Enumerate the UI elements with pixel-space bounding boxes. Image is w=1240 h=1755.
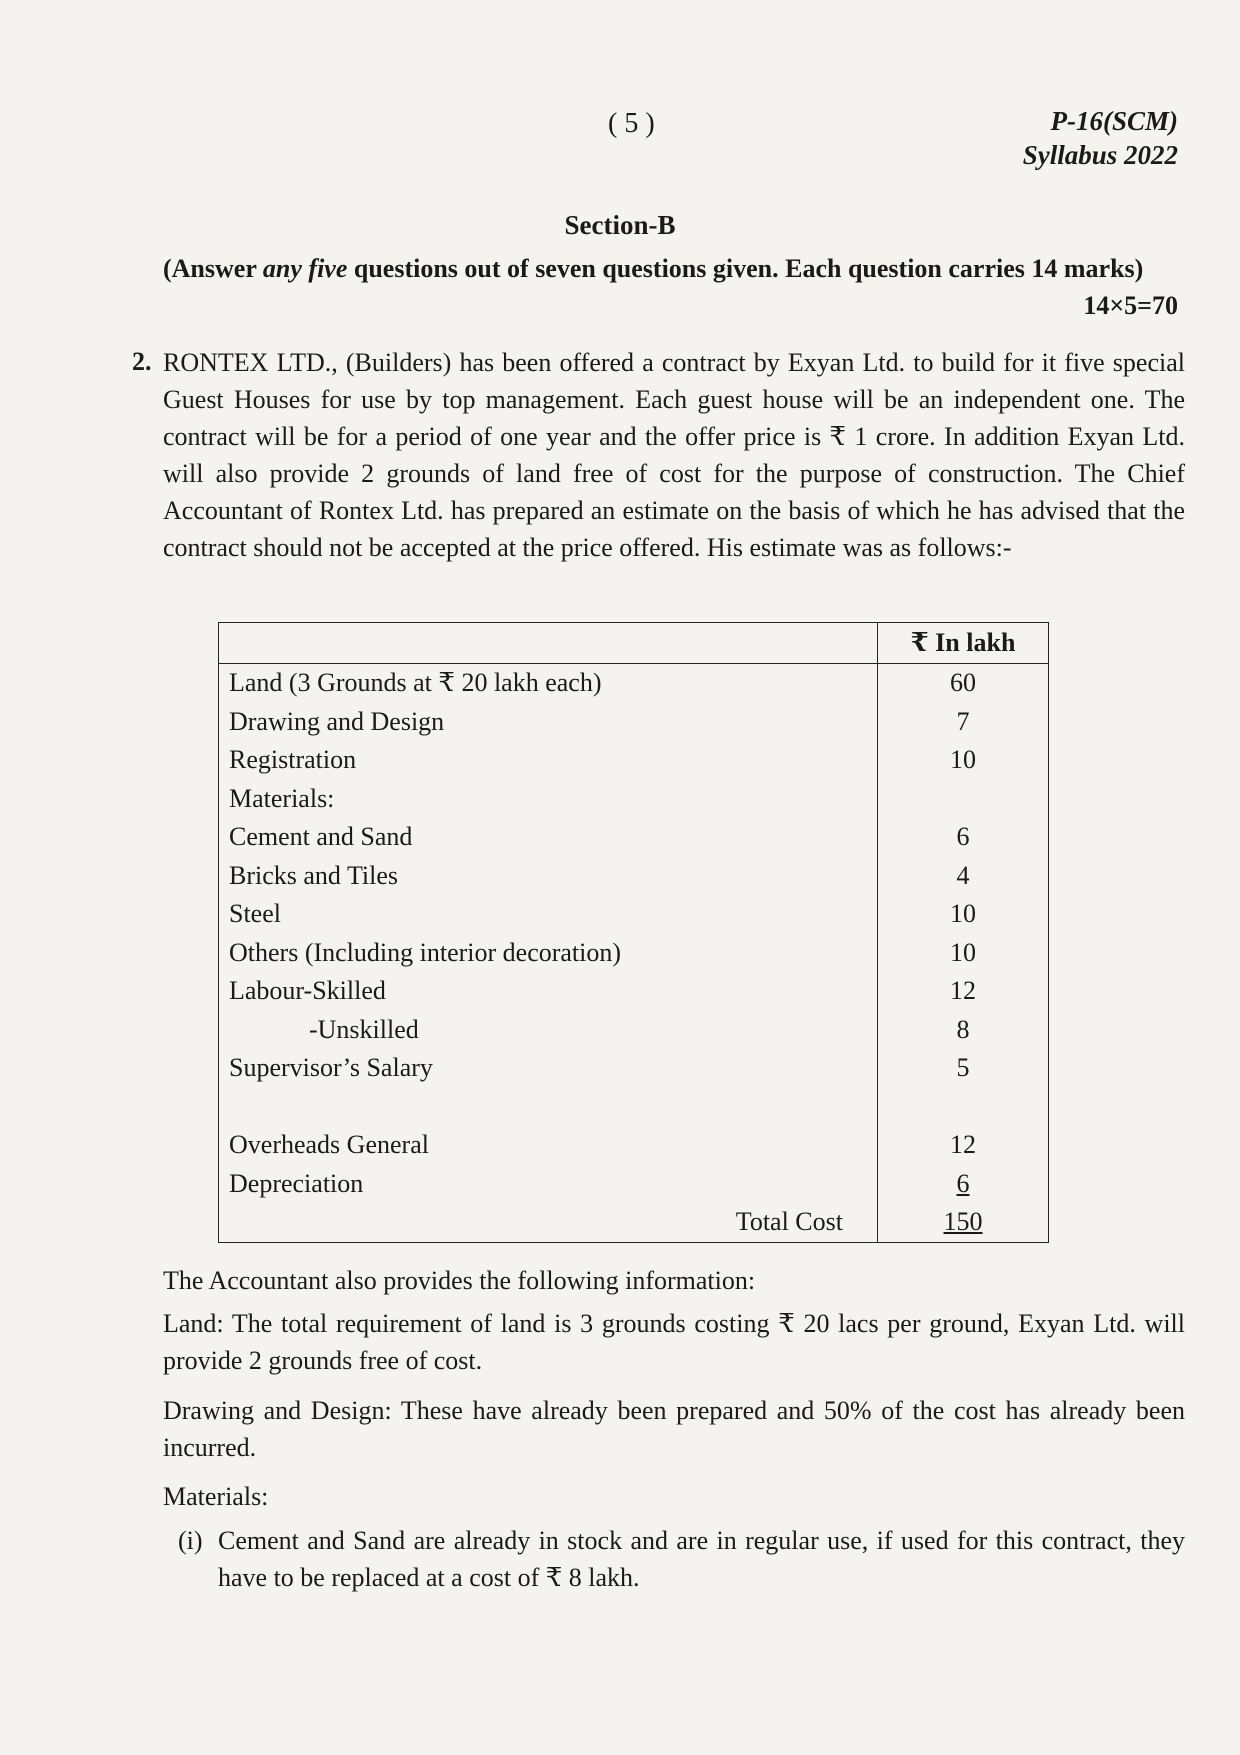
row-label: Overheads General bbox=[219, 1126, 878, 1165]
info-land: Land: The total requirement of land is 3 grounds costing ₹ 20 lacs per ground, Exyan Ltd. will provide 2 grounds free of cost. bbox=[163, 1309, 1185, 1375]
row-value: 10 bbox=[950, 745, 976, 775]
row-value: 12 bbox=[950, 1130, 976, 1160]
row-label: Labour-Skilled bbox=[219, 972, 878, 1011]
table-row bbox=[219, 1165, 1049, 1204]
question-number: 2. bbox=[132, 347, 152, 376]
row-label: Depreciation bbox=[219, 1165, 878, 1204]
table-row bbox=[219, 1049, 1049, 1088]
table-row bbox=[219, 664, 1049, 703]
row-value: 7 bbox=[956, 706, 970, 736]
row-value: 4 bbox=[956, 860, 970, 890]
table-row bbox=[219, 1088, 1049, 1127]
section-title: Section-B bbox=[564, 210, 676, 240]
table-row bbox=[219, 703, 1049, 742]
table-row bbox=[219, 1011, 1049, 1050]
total-label: Total Cost bbox=[219, 1203, 878, 1242]
table-row bbox=[219, 857, 1049, 896]
row-value bbox=[878, 780, 1049, 819]
section-instruction bbox=[163, 254, 1143, 284]
syllabus-year: Syllabus 2022 bbox=[1022, 140, 1178, 170]
total-row bbox=[219, 1203, 1049, 1242]
info-drawing: Drawing and Design: These have already been prepared and 50% of the cost has already been incurred. bbox=[163, 1396, 1185, 1462]
row-value: 6 bbox=[956, 1168, 970, 1198]
row-label: Materials: bbox=[219, 780, 878, 819]
table-row bbox=[219, 741, 1049, 780]
row-value bbox=[878, 1088, 1049, 1127]
table-header-row bbox=[219, 623, 1049, 664]
item-i-number: (i) bbox=[178, 1526, 203, 1555]
row-value: 10 bbox=[950, 899, 976, 929]
row-label: Registration bbox=[219, 741, 878, 780]
estimate-table bbox=[218, 622, 1049, 1243]
row-label: Land (3 Grounds at ₹ 20 lakh each) bbox=[219, 664, 878, 703]
row-value: 6 bbox=[956, 822, 970, 852]
row-value: 60 bbox=[950, 668, 976, 698]
instruction-prefix: (Answer bbox=[163, 254, 263, 283]
row-label: Drawing and Design bbox=[219, 703, 878, 742]
table-row bbox=[219, 934, 1049, 973]
info-intro: The Accountant also provides the following information: bbox=[163, 1266, 756, 1295]
row-label: Cement and Sand bbox=[219, 818, 878, 857]
table-row bbox=[219, 895, 1049, 934]
row-label: Bricks and Tiles bbox=[219, 857, 878, 896]
row-value: 10 bbox=[950, 937, 976, 967]
row-label bbox=[219, 1088, 878, 1127]
row-label: Others (Including interior decoration) bbox=[219, 934, 878, 973]
unit-header: ₹ In lakh bbox=[878, 623, 1049, 664]
instruction-suffix: questions out of seven questions given. Each question carries 14 marks) bbox=[347, 254, 1144, 283]
paper-code-block bbox=[1023, 104, 1178, 172]
row-label: Supervisor’s Salary bbox=[219, 1049, 878, 1088]
table-row bbox=[219, 1126, 1049, 1165]
table-row bbox=[219, 972, 1049, 1011]
row-label: -Unskilled bbox=[219, 1011, 878, 1050]
info-materials-heading: Materials: bbox=[163, 1482, 269, 1511]
paper-code: P-16(SCM) bbox=[1050, 106, 1178, 136]
section-marks: 14×5=70 bbox=[1083, 291, 1178, 320]
row-value: 12 bbox=[950, 976, 976, 1006]
instruction-emphasis: any five bbox=[262, 254, 348, 283]
table-row bbox=[219, 818, 1049, 857]
question-text: RONTEX LTD., (Builders) has been offered a contract by Exyan Ltd. to build for it five special Guest Houses for use by top management. Each guest house will be an independent one. The contract will be for a period of one year and the offer price is ₹ 1 crore. In addition Exyan Ltd. will also provide 2 grounds of land free of cost for the purpose of construction. The Chief Accountant of Rontex Ltd. has prepared an estimate on the basis of which he has advised that the contract should not be accepted at the price offered. His estimate was as follows:- bbox=[163, 348, 1185, 562]
item-i-text: Cement and Sand are already in stock and are in regular use, if used for this contract, they have to be replaced at a cost of ₹ 8 lakh. bbox=[218, 1526, 1185, 1592]
table-row bbox=[219, 780, 1049, 819]
row-value: 5 bbox=[956, 1053, 970, 1083]
total-value: 150 bbox=[943, 1207, 983, 1237]
row-value: 8 bbox=[956, 1014, 970, 1044]
row-label: Steel bbox=[219, 895, 878, 934]
page-number: ( 5 ) bbox=[608, 108, 655, 139]
